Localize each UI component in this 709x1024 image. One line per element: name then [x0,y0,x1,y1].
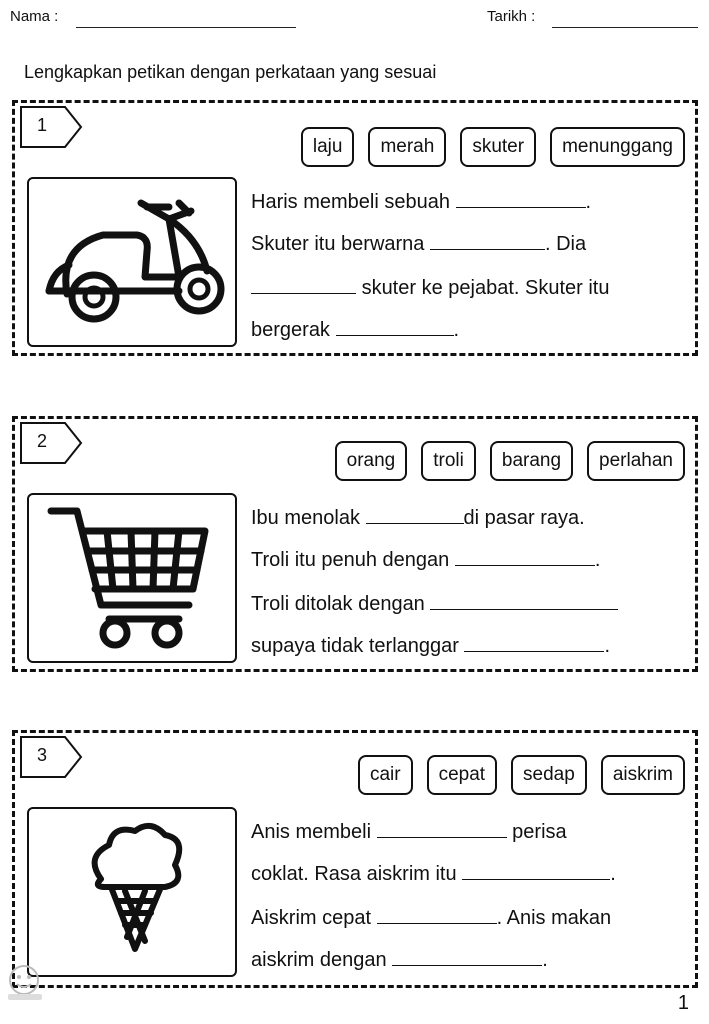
word-chip[interactable]: sedap [511,755,587,795]
answer-blank[interactable] [377,822,507,838]
passage-line: Troli itu penuh dengan . [251,549,601,571]
number-tag [19,105,83,149]
word-chip[interactable]: merah [368,127,446,167]
passage-line: Haris membeli sebuah . [251,191,592,213]
instruction-text: Lengkapkan petikan dengan perkataan yang sesuai [24,62,437,82]
word-chip[interactable]: skuter [460,127,536,167]
answer-blank[interactable] [377,908,497,924]
date-field[interactable] [552,27,698,28]
answer-blank[interactable] [430,594,618,610]
word-chip[interactable]: perlahan [587,441,685,481]
picture-box [27,807,237,977]
picture-box [27,177,237,347]
ice-cream-cone-icon [29,809,235,975]
passage-line: coklat. Rasa aiskrim itu . [251,863,616,885]
word-chip[interactable]: cair [358,755,413,795]
scooter-icon [29,179,235,345]
answer-blank[interactable] [462,864,610,880]
word-bank [358,755,685,795]
number-tag [19,421,83,465]
passage-line: skuter ke pejabat. Skuter itu [251,277,609,300]
passage-line: Aiskrim cepat . Anis makan [251,907,612,929]
answer-blank[interactable] [455,550,595,566]
shopping-cart-icon [29,495,235,661]
answer-blank[interactable] [251,278,356,294]
passage-line: Ibu menolak di pasar raya. [251,507,585,529]
page-number: 1 [677,992,689,1014]
passage-line: bergerak . [251,319,460,341]
section-number: 3 [36,745,47,765]
answer-blank[interactable] [392,950,542,966]
word-chip[interactable]: orang [335,441,408,481]
exercise-section-2 [12,416,698,672]
cikgu-logo [2,962,50,1002]
word-chip[interactable]: menunggang [550,127,685,167]
passage-line: aiskrim dengan . [251,949,548,971]
answer-blank[interactable] [430,234,545,250]
picture-box [27,493,237,663]
answer-blank[interactable] [366,508,464,524]
word-chip[interactable]: troli [421,441,476,481]
word-chip[interactable]: cepat [427,755,497,795]
passage-line: Skuter itu berwarna . Dia [251,233,587,255]
exercise-section-3 [12,730,698,988]
passage-line: Anis membeli perisa [251,821,567,843]
word-bank [335,441,685,481]
answer-blank[interactable] [336,320,454,336]
answer-blank[interactable] [456,192,586,208]
word-chip[interactable]: laju [301,127,355,167]
section-number: 2 [36,431,47,451]
number-tag [19,735,83,779]
passage-line: supaya tidak terlanggar . [251,635,611,657]
date-label: Tarikh : [487,8,536,25]
word-chip[interactable]: aiskrim [601,755,685,795]
name-label: Nama : [10,8,59,25]
exercise-section-1 [12,100,698,356]
answer-blank[interactable] [464,636,604,652]
passage-line: Troli ditolak dengan [251,593,618,616]
word-bank [301,127,685,167]
section-number: 1 [36,115,47,135]
name-field[interactable] [76,27,296,28]
word-chip[interactable]: barang [490,441,573,481]
